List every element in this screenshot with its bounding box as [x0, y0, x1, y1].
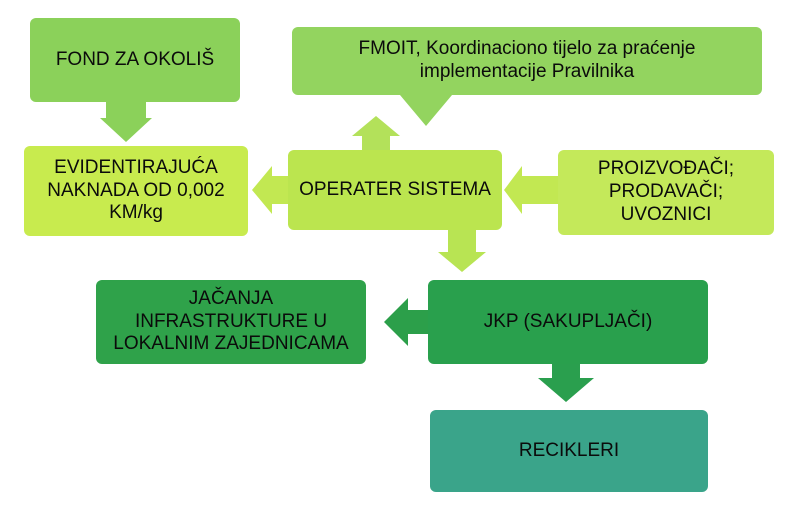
node-evidentirajuca-line-2: NAKNADA OD 0,002	[47, 179, 225, 201]
node-proizvodjaci-line-2: PRODAVAČI;	[608, 181, 724, 203]
node-fond-label: FOND ZA OKOLIŠ	[55, 48, 215, 70]
arrow-operater-up	[352, 116, 400, 150]
arrow-operater-to-evidentirajuca	[252, 166, 288, 214]
node-jacanja-line-2: LOKALNIM ZAJEDNICAMA	[113, 333, 349, 355]
node-evidentirajuca-line-1: EVIDENTIRAJUĆA	[54, 156, 218, 178]
node-jacanja-infrastrukture	[96, 280, 366, 364]
arrow-fmoit-to-operater	[400, 95, 452, 126]
node-jkp-label: JKP (SAKUPLJAČI)	[483, 310, 653, 332]
node-evidentirajuca-line-3: KM/kg	[109, 202, 163, 224]
node-jacanja-line-1: JAČANJA INFRASTRUKTURE U	[134, 287, 328, 332]
node-proizvodjaci-line-3: UVOZNICI	[620, 203, 712, 225]
node-operater-sistema	[288, 150, 502, 230]
node-fmoit-line-2: implementacije Pravilnika	[419, 61, 635, 82]
node-recikleri-label: RECIKLERI	[518, 439, 620, 461]
arrow-jkp-to-recikleri	[538, 364, 594, 402]
node-proizvodjaci	[558, 150, 774, 235]
arrow-jkp-to-jacanja	[384, 298, 428, 346]
node-proizvodjaci-line-1: PROIZVOĐAČI;	[597, 158, 735, 180]
node-fmoit-line-1: FMOIT, Koordinaciono tijelo za praćenje	[358, 38, 696, 60]
node-recikleri	[430, 410, 708, 492]
node-jkp-sakupljaci	[428, 280, 708, 364]
arrow-operater-to-fond	[100, 102, 152, 142]
node-fond-za-okolis	[30, 18, 240, 102]
node-operater-label: OPERATER SISTEMA	[299, 178, 491, 200]
arrow-operater-to-jkp	[438, 230, 486, 272]
arrow-proizvodjaci-to-operater	[504, 166, 558, 214]
node-evidentirajuca-naknada	[24, 146, 248, 236]
node-fmoit	[292, 27, 762, 95]
